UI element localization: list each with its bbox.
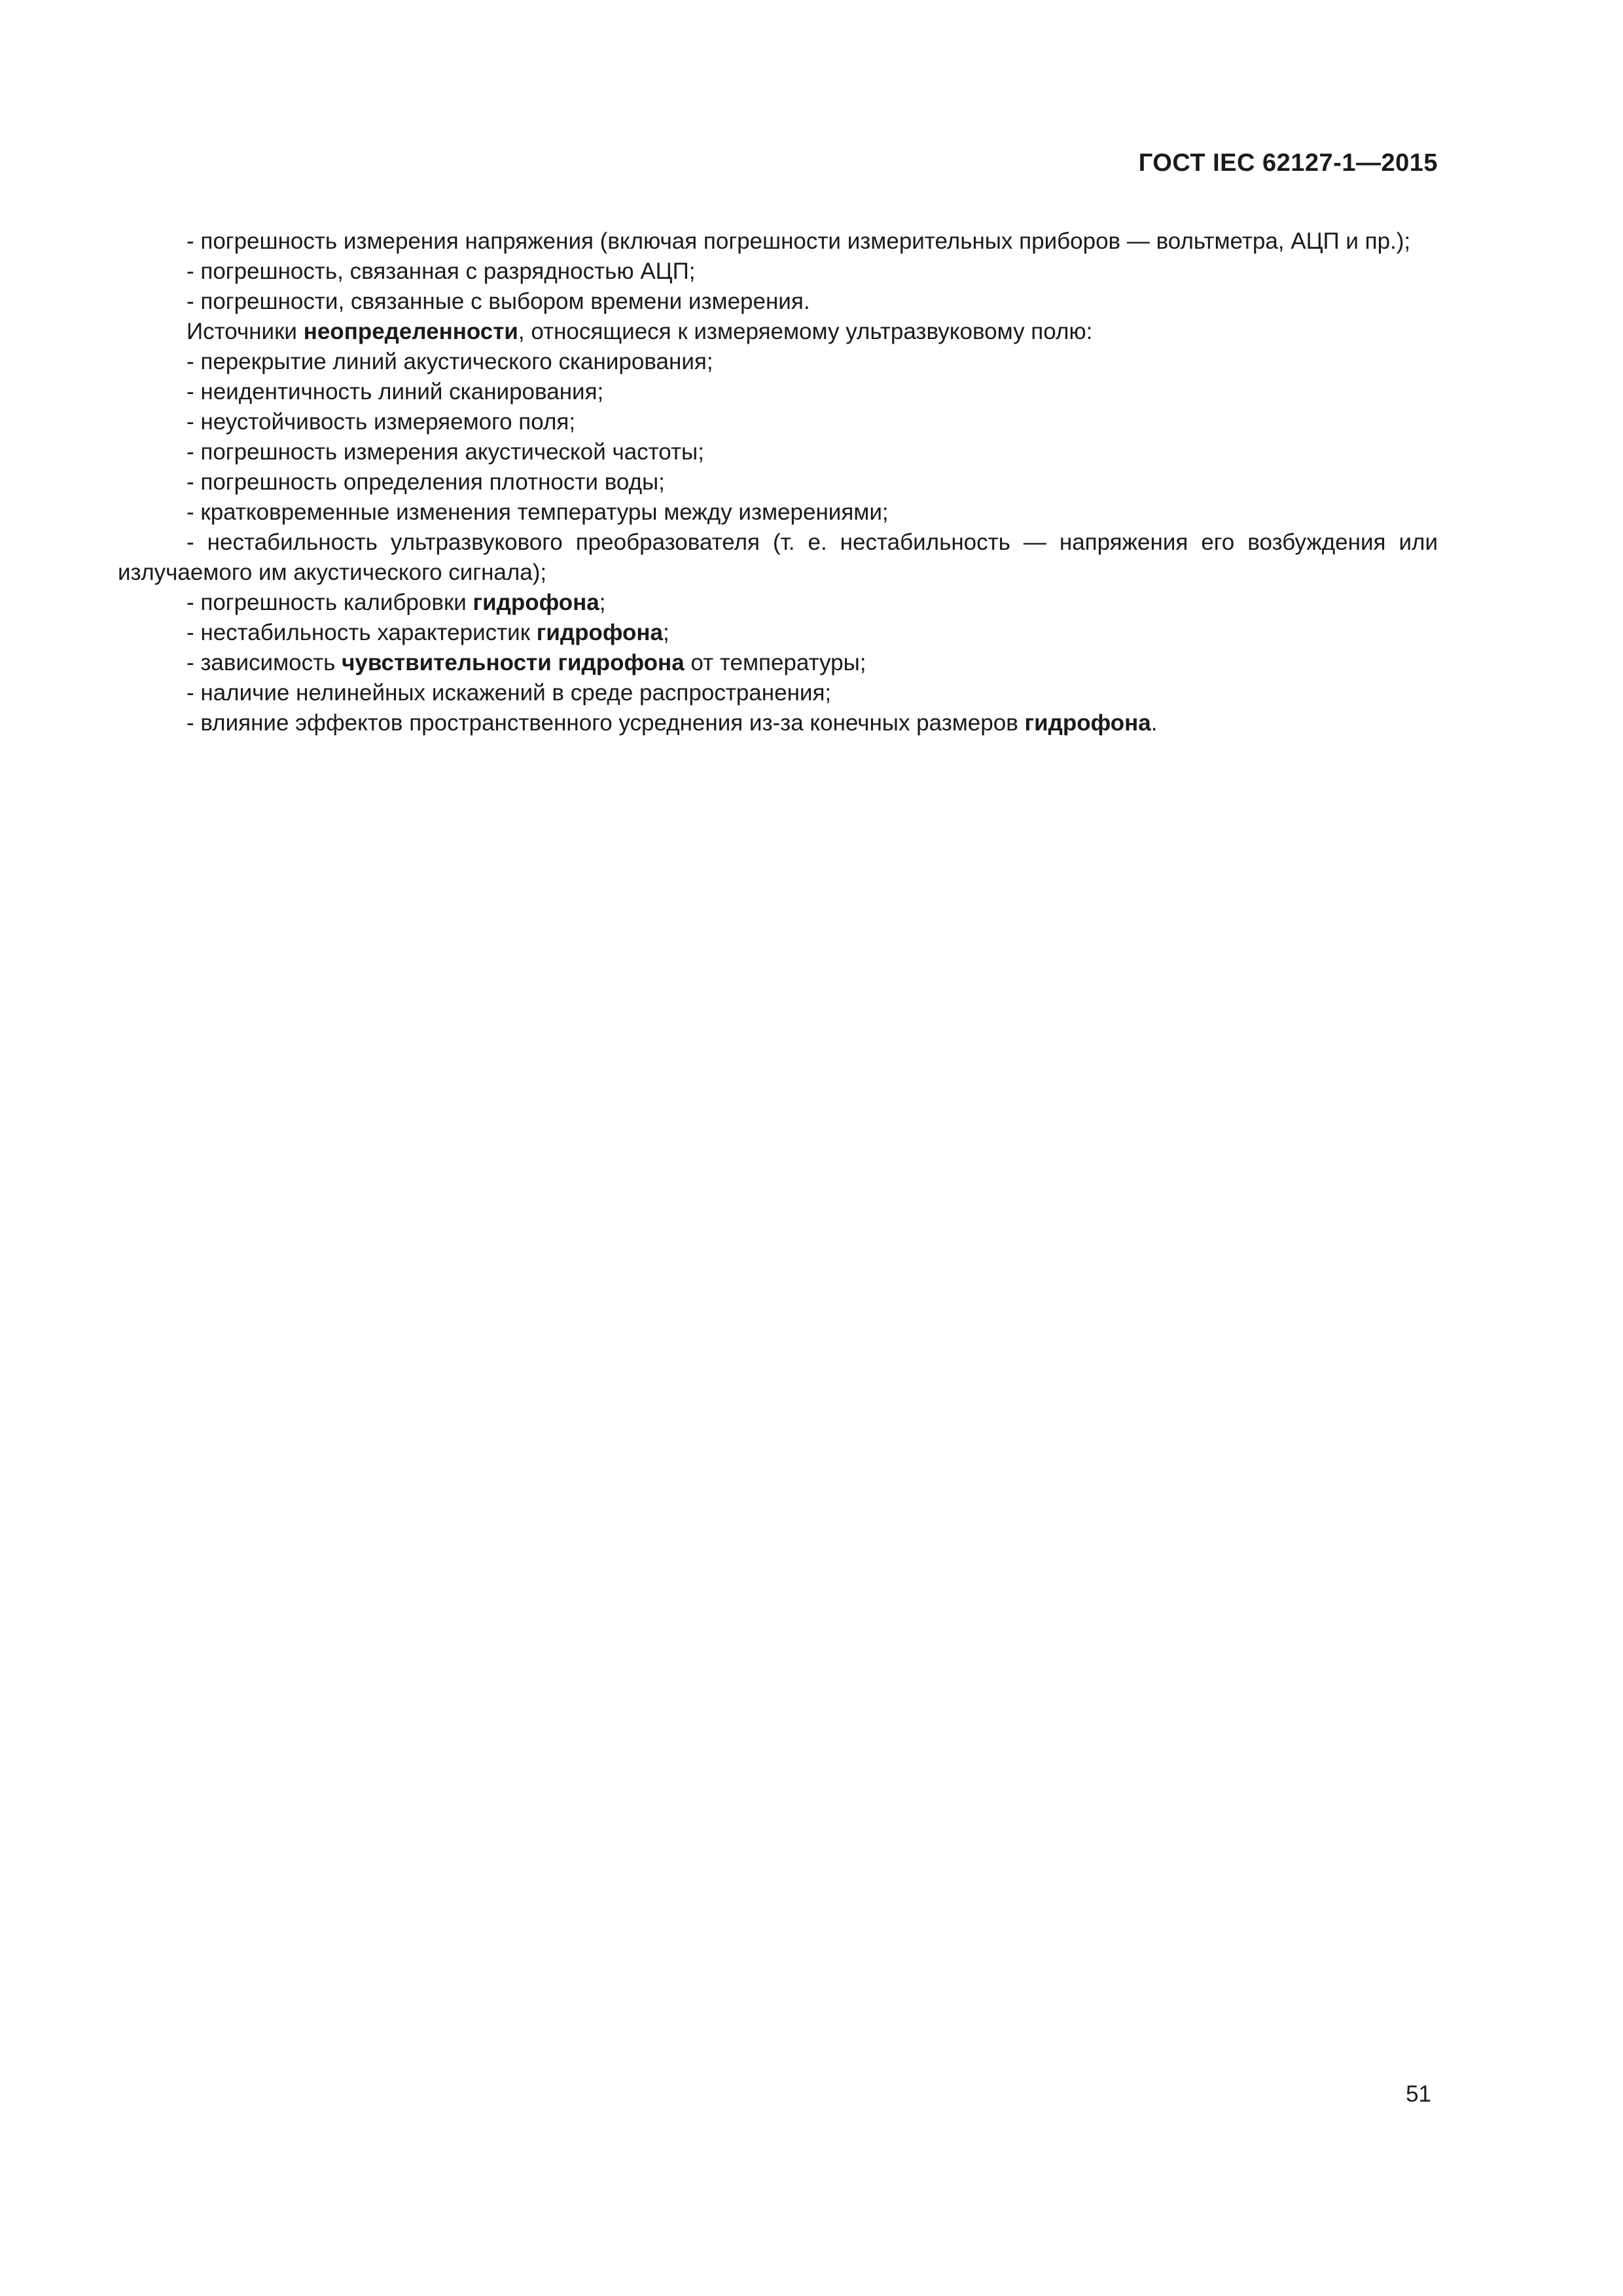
- paragraph: - погрешность определения плотности воды;: [187, 469, 665, 495]
- paragraph: - зависимость чувствительности гидрофона от температуры;: [187, 650, 866, 675]
- paragraph: - нестабильность характеристик гидрофона;: [187, 620, 669, 645]
- paragraph: - неидентичность линий сканирования;: [187, 379, 604, 404]
- paragraph: - перекрытие линий акустического сканирования;: [187, 349, 713, 374]
- bold-term: неопределенности: [303, 319, 518, 344]
- paragraph: - наличие нелинейных искажений в среде распространения;: [187, 680, 832, 706]
- paragraph: - неустойчивость измеряемого поля;: [187, 409, 576, 435]
- paragraph: - погрешность калибровки гидрофона;: [187, 590, 606, 615]
- document-body: [118, 226, 1438, 738]
- paragraph: - нестабильность ультразвукового преобразователя (т. е. нестабильность — напряжения его возбуждения или излучаемого им акустического сигнала);: [118, 529, 1438, 585]
- document-header: ГОСТ IEC 62127-1—2015: [1138, 149, 1438, 177]
- bold-term: гидрофона: [473, 590, 599, 615]
- paragraph: Источники неопределенности, относящиеся к измеряемому ультразвуковому полю:: [187, 319, 1093, 344]
- bold-term: гидрофона: [1024, 710, 1151, 736]
- bold-term: чувствительности гидрофона: [342, 650, 685, 675]
- paragraph: - кратковременные изменения температуры между измерениями;: [187, 499, 889, 525]
- bold-term: гидрофона: [536, 620, 663, 645]
- paragraph: - погрешность, связанная с разрядностью АЦП;: [187, 259, 696, 284]
- paragraph: - погрешность измерения напряжения (включая погрешности измерительных приборов — вольтметра, АЦП и пр.);: [187, 228, 1411, 254]
- page-number: 51: [1406, 2081, 1431, 2107]
- paragraph: - погрешности, связанные с выбором времени измерения.: [187, 289, 810, 314]
- paragraph: - влияние эффектов пространственного усреднения из-за конечных размеров гидрофона.: [187, 710, 1158, 736]
- paragraph: - погрешность измерения акустической частоты;: [187, 439, 704, 465]
